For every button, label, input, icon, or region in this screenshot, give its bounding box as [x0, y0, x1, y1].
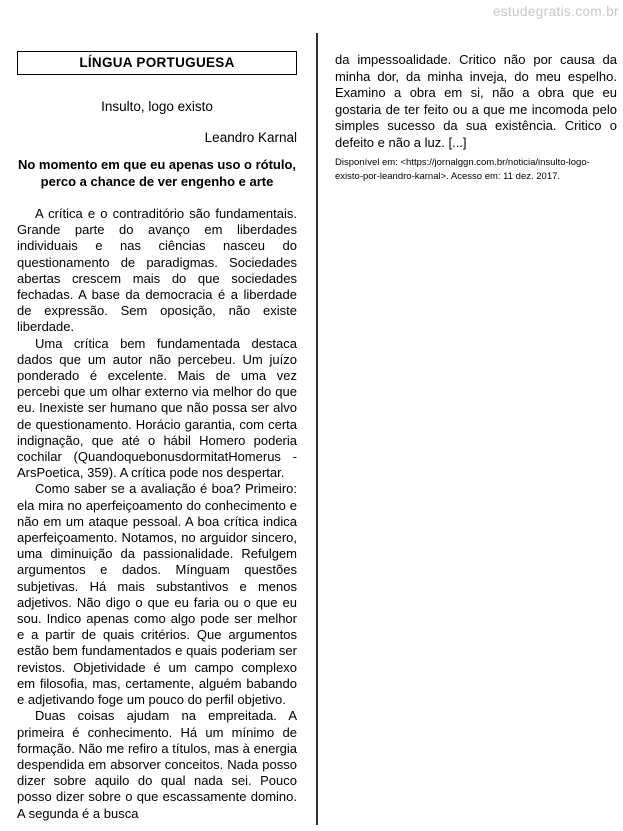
article-paragraph-3: Como saber se a avaliação é boa? Primeiro: ela mira no aperfeiçoamento do conhecimento e não em um ataque pessoal. A boa crítica indica aperfeiçoamento. Notamos, no arguidor sincero, uma diminuição da passionalidade. Refulgem argumentos e dados. Mínguam questões subjetivas. Há mais substantivos e menos adjetivos. Não digo o que eu faria ou o que eu sou. Indico apenas como algo pode ser melhor e a partir de quais critérios. Que argumentos estão bem fundamentados e quais poderiam ser revistos. Objetividade é um campo complexo em filosofia, mas, certamente, alguém babando e adjetivando foge um pouco do perfil objetivo.	[17, 481, 297, 708]
article-paragraph-4: Duas coisas ajudam na empreitada. A primeira é conhecimento. Há um mínimo de formação. Não me refiro a títulos, mas à energia despendida em absorver conceitos. Nada posso dizer sobre aquilo do qual nada sei. Pouco posso dizer sobre o que escassamente domino. A segunda é a busca	[17, 708, 297, 821]
article-paragraph-1: A crítica e o contraditório são fundamentais. Grande parte do avanço em liberdades individuais e nas ciências nasceu do questionamento de paradigmas. Sociedades abertas crescem mais do que sociedades fechadas. A base da democracia é a liberdade de expressão. Sem oposição, não existe liberdade.	[17, 206, 297, 335]
column-divider	[316, 33, 318, 825]
subject-header-box: LÍNGUA PORTUGUESA	[17, 51, 297, 75]
article-title: Insulto, logo existo	[101, 99, 213, 114]
right-column	[335, 52, 617, 184]
article-paragraph-4-continuation: da impessoalidade. Critico não por causa da minha dor, da minha inveja, do meu espelho. Examino a obra em si, não a obra que eu gostaria de ter feito ou a que me incomoda pelo simples sucesso da sua existência. Critico o defeito e não a luz. [...]	[335, 52, 617, 150]
article-paragraph-2: Uma crítica bem fundamentada destaca dados que um autor não percebeu. Um juízo ponderado é excelente. Mais de uma vez percebi que um olhar externo via melhor do que eu. Inexiste ser humano que não possa ser alvo de questionamento. Horácio garantia, com certa indignação, que até o hábil Homero poderia cochilar (QuandoquebonusdormitatHomerus - ArsPoetica, 359). A crítica pode nos despertar.	[17, 335, 297, 481]
source-citation: Disponível em: <https://jornalggn.com.br/noticia/insulto-logo-existo-por-leandro-karnal>. Acesso em: 11 dez. 2017.	[335, 157, 590, 182]
article-author: Leandro Karnal	[204, 130, 297, 145]
site-watermark: estudegratis.com.br	[492, 4, 619, 19]
article-epigraph: No momento em que eu apenas uso o rótulo, perco a chance de ver engenho e arte	[17, 157, 297, 189]
left-column	[17, 51, 297, 822]
